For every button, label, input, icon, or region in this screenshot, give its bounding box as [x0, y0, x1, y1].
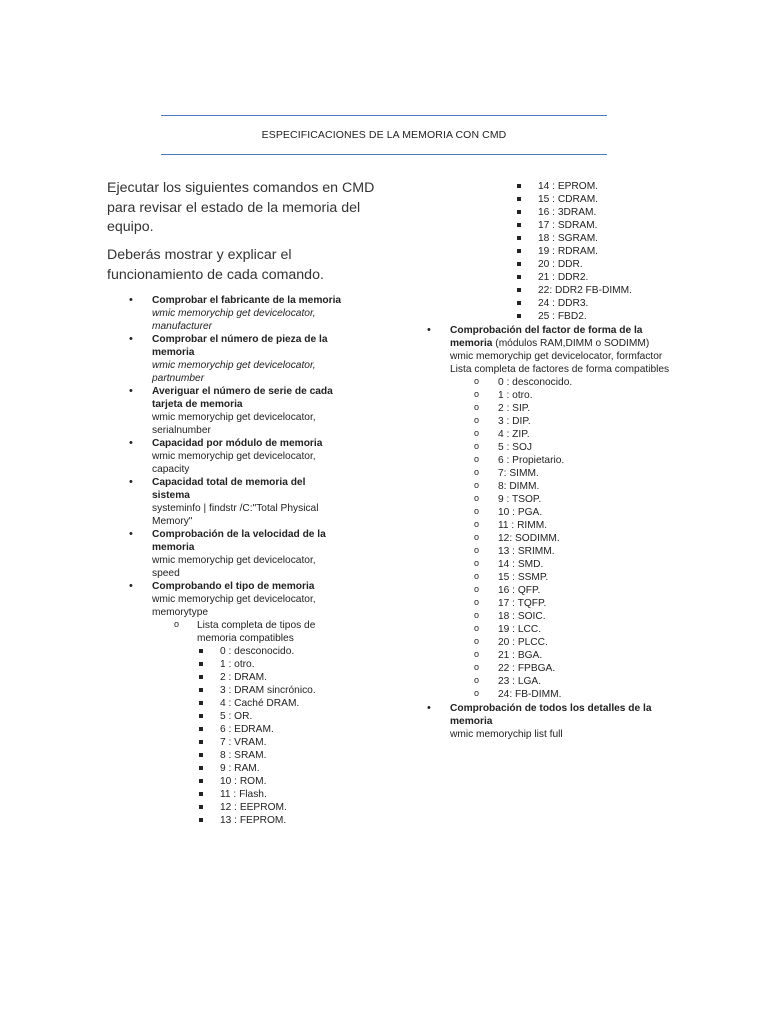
header-rule-bottom — [161, 154, 607, 155]
list-item: o 6 : Propietario. — [474, 454, 677, 467]
command-title: • Comprobando el tipo de memoria — [152, 581, 315, 592]
list-item: o 8: DIMM. — [474, 480, 677, 493]
list-item: o 3 : DIP. — [474, 415, 677, 428]
list-item: o 12: SODIMM. — [474, 532, 677, 545]
command-title: Comprobación del factor de forma de la memoria — [450, 325, 643, 349]
command-title: • Averiguar el número de serie de cada tarjeta de memoria — [152, 386, 333, 410]
command-title-note: (módulos RAM,DIMM o SODIMM) — [492, 338, 650, 349]
list-item: 22: DDR2 FB-DIMM. — [515, 284, 677, 297]
list-item — [129, 333, 344, 385]
list-item: 19 : RDRAM. — [515, 245, 677, 258]
list-item: o 18 : SOIC. — [474, 610, 677, 623]
list-item: 25 : FBD2. — [515, 310, 677, 323]
right-column — [427, 180, 677, 741]
list-item: 7 : VRAM. — [197, 736, 344, 749]
command-title: • Comprobar el número de pieza de la memoria — [152, 334, 328, 358]
page-title: ESPECIFICACIONES DE LA MEMORIA CON CMD — [261, 129, 507, 141]
list-item — [129, 385, 344, 437]
list-item: o 19 : LCC. — [474, 623, 677, 636]
list-item: 14 : EPROM. — [515, 180, 677, 193]
list-item: 12 : EEPROM. — [197, 801, 344, 814]
list-item: o 7: SIMM. — [474, 467, 677, 480]
list-item: 16 : 3DRAM. — [515, 206, 677, 219]
memory-types-list-continued — [515, 180, 677, 323]
list-item: 13 : FEPROM. — [197, 814, 344, 827]
list-item: 21 : DDR2. — [515, 271, 677, 284]
list-item: 11 : Flash. — [197, 788, 344, 801]
command-text: wmic memorychip get devicelocator, memorytype — [152, 594, 316, 618]
memory-types-list — [197, 645, 344, 827]
sublist-label: Lista completa de factores de forma compatibles — [450, 364, 670, 375]
list-item: o 2 : SIP. — [474, 402, 677, 415]
list-item: o 21 : BGA. — [474, 649, 677, 662]
command-text: wmic memorychip get devicelocator, speed — [152, 555, 316, 579]
list-item: 9 : RAM. — [197, 762, 344, 775]
list-item: o 22 : FPBGA. — [474, 662, 677, 675]
list-item: 6 : EDRAM. — [197, 723, 344, 736]
command-text: wmic memorychip get devicelocator, manufacturer — [152, 308, 316, 332]
right-command-list — [427, 324, 677, 741]
list-item — [427, 324, 677, 701]
list-item: o 11 : RIMM. — [474, 519, 677, 532]
list-item — [129, 580, 344, 827]
list-item — [129, 528, 344, 580]
list-item: o 20 : PLCC. — [474, 636, 677, 649]
list-item — [427, 702, 677, 741]
command-title: • Comprobar el fabricante de la memoria — [152, 295, 342, 306]
intro-paragraph-2: Deberás mostrar y explicar el funcionamiento de cada comando. — [107, 247, 324, 283]
list-item: 0 : desconocido. — [197, 645, 344, 658]
memory-types-sublist — [174, 619, 344, 827]
command-text: wmic memorychip get devicelocator, serialnumber — [152, 412, 316, 436]
list-item: o 23 : LGA. — [474, 675, 677, 688]
list-item: 5 : OR. — [197, 710, 344, 723]
list-item: 8 : SRAM. — [197, 749, 344, 762]
list-item: o 5 : SOJ — [474, 441, 677, 454]
sublist-label: Lista completa de tipos de memoria compatibles — [197, 620, 316, 644]
list-item: 4 : Caché DRAM. — [197, 697, 344, 710]
list-item: 18 : SGRAM. — [515, 232, 677, 245]
list-item: 3 : DRAM sincrónico. — [197, 684, 344, 697]
list-item: o 15 : SSMP. — [474, 571, 677, 584]
command-text: wmic memorychip get devicelocator, formfactor — [450, 351, 663, 362]
command-text: wmic memorychip get devicelocator, partnumber — [152, 360, 316, 384]
list-item — [129, 294, 344, 333]
list-item: o 14 : SMD. — [474, 558, 677, 571]
list-item: o 13 : SRIMM. — [474, 545, 677, 558]
list-item: o 9 : TSOP. — [474, 493, 677, 506]
intro-paragraph-1: Ejecutar los siguientes comandos en CMD para revisar el estado de la memoria del equipo. — [107, 180, 375, 235]
list-item: o 1 : otro. — [474, 389, 677, 402]
list-item: o 10 : PGA. — [474, 506, 677, 519]
list-item: 15 : CDRAM. — [515, 193, 677, 206]
command-text: wmic memorychip get devicelocator, capacity — [152, 451, 316, 475]
command-title: • Capacidad por módulo de memoria — [152, 438, 323, 449]
command-title: • Comprobación de todos los detalles de la memoria — [450, 703, 652, 727]
list-item: o 24: FB-DIMM. — [474, 688, 677, 701]
command-text: systeminfo | findstr /C:"Total Physical Memory" — [152, 503, 319, 527]
list-item: 20 : DDR. — [515, 258, 677, 271]
list-item: 24 : DDR3. — [515, 297, 677, 310]
list-item: o 4 : ZIP. — [474, 428, 677, 441]
command-title: • Capacidad total de memoria del sistema — [152, 477, 306, 501]
list-item: 17 : SDRAM. — [515, 219, 677, 232]
list-item: 2 : DRAM. — [197, 671, 344, 684]
command-title: • Comprobación de la velocidad de la memoria — [152, 529, 326, 553]
list-item: 1 : otro. — [197, 658, 344, 671]
list-item: o 16 : QFP. — [474, 584, 677, 597]
list-item — [174, 619, 344, 827]
list-item — [129, 437, 344, 476]
list-item: 10 : ROM. — [197, 775, 344, 788]
list-item — [129, 476, 344, 528]
left-command-list — [129, 294, 344, 827]
form-factor-list — [474, 376, 677, 701]
command-text: wmic memorychip list full — [450, 729, 563, 740]
list-item: o 0 : desconocido. — [474, 376, 677, 389]
header-rule-top — [161, 115, 607, 116]
list-item: o 17 : TQFP. — [474, 597, 677, 610]
